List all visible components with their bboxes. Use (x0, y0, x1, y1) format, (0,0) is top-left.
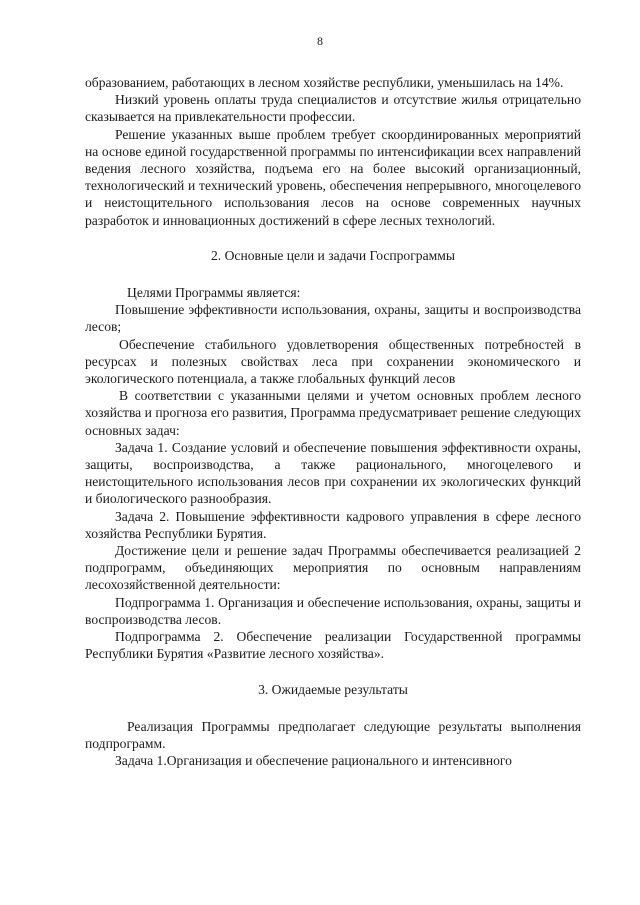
paragraph-task-1: Задача 1. Создание условий и обеспечение повышения эффективности охраны, защиты, воспроизводства, а также рационального, многоцелевого и неистощительного использования лесов при сохранении их экологических функций и биологического разнообразия. (85, 439, 581, 507)
paragraph-task-2: Задача 2. Повышение эффективности кадрового управления в сфере лесного хозяйства Республики Бурятия. (85, 508, 581, 541)
page-number: 8 (317, 34, 323, 48)
paragraph-results-intro: Реализация Программы предполагает следующие результаты выполнения подпрограмм. (85, 718, 581, 751)
section-heading-results: 3. Ожидаемые результаты (258, 681, 408, 697)
paragraph-continuation: образованием, работающих в лесном хозяйстве республики, уменьшилась на 14%. (85, 75, 564, 90)
section-heading-goals: 2. Основные цели и задачи Госпрограммы (211, 247, 455, 263)
paragraph-achievement: Достижение цели и решение задач Программы обеспечивается реализацией 2 подпрограмм, объединяющих мероприятия по основным направлениям лесохозяйственной деятельности: (85, 543, 581, 593)
paragraph-results-task-1: Задача 1.Организация и обеспечение рационального и интенсивного (115, 753, 512, 769)
paragraph-low-pay: Низкий уровень оплаты труда специалистов и отсутствие жилья отрицательно сказывается на привлекательности профессии. (85, 92, 581, 125)
paragraph-goal-2: Обеспечение стабильного удовлетворения общественных потребностей в ресурсах и полезных свойствах леса при сохранении экономического и экологического потенциала, а также глобальных функций лесов (85, 336, 581, 387)
paragraph-solution: Решение указанных выше проблем требует скоординированных мероприятий на основе единой государственной программы по интенсификации всех направлений ведения лесного хозяйства, подъема его на более высокий организационный, технологический и технический уровень, обеспечения непрерывного, многоцелевого и неистощительного использования лесов на основе современных научных разработок и инновационных достижений в сфере лесных технологий. (85, 126, 581, 228)
paragraph-subprogram-1: Подпрограмма 1. Организация и обеспечение использования, охраны, защиты и воспроизводства лесов. (85, 594, 581, 627)
paragraph-goal-1: Повышение эффективности использования, охраны, защиты и воспроизводства лесов; (85, 302, 581, 335)
document-body (85, 74, 581, 769)
paragraph-goals-intro: Целями Программы является: (127, 285, 301, 301)
paragraph-tasks-intro: В соответствии с указанными целями и учетом основных проблем лесного хозяйства и прогноза его развития, Программа предусматривает решение следующих основных задач: (85, 388, 581, 438)
paragraph-subprogram-2: Подпрограмма 2. Обеспечение реализации Государственной программы Республики Бурятия «Развитие лесного хозяйства». (85, 629, 581, 662)
